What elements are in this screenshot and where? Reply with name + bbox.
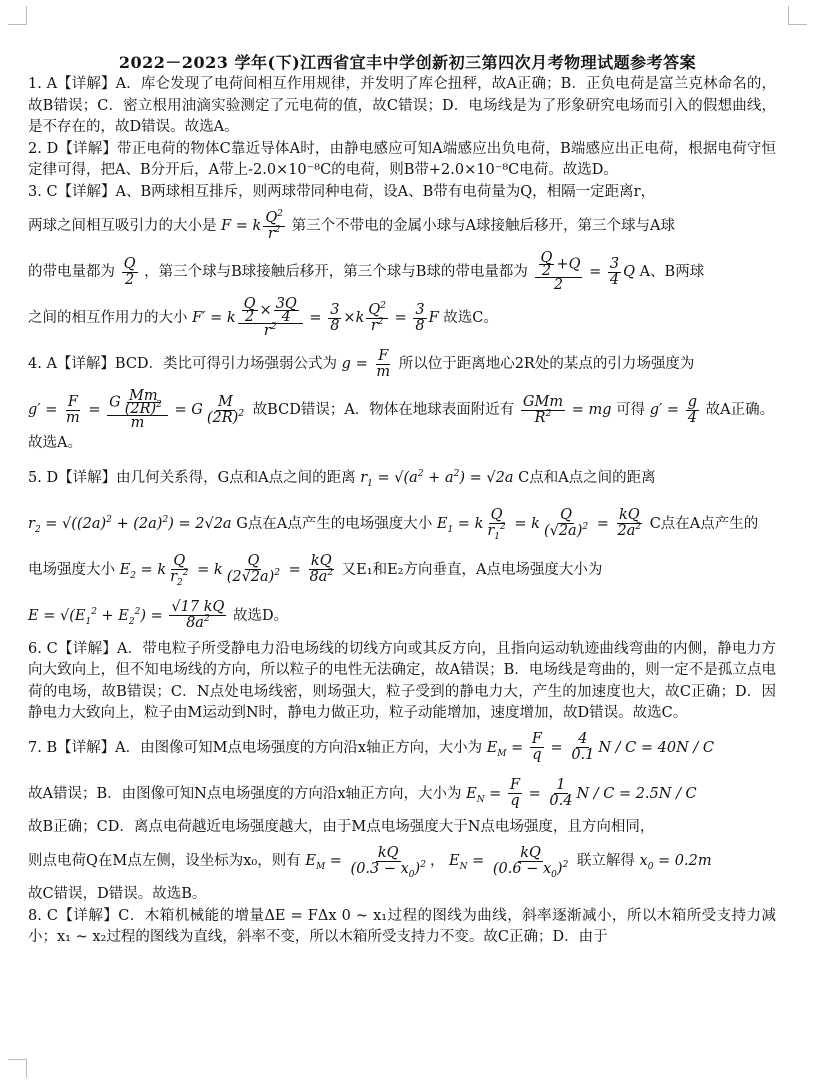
formula-three-quarter-q: $\frac{Q}{2}$ +Q 2 = $\frac{3}{4}$ Q xyxy=(533,264,635,280)
text: C点在A点产生的 xyxy=(649,515,759,532)
answer-7-line xyxy=(28,771,776,817)
text: 4. A【详解】BCD．类比可得引力场强弱公式为 xyxy=(28,356,338,372)
formula-r2: $r_2 = √((2a)^2 + (2a)^2) = 2√2a$ xyxy=(28,514,232,535)
answer-5-line xyxy=(28,593,776,639)
answer-5-line xyxy=(28,455,776,501)
answer-5-line xyxy=(28,501,776,547)
formula-r1: $r_1 = √(a^2 + a^2) = √2a$ xyxy=(360,468,514,489)
answer-4-line: 故选A。 xyxy=(28,435,82,451)
answer-3-line: 3. C【详解】A、B两球相互排斥，则两球带同种电荷，设A、B带有电荷量为Q，相隔一定距离r， xyxy=(28,183,656,200)
formula-e2: $E_2 = k$ $\frac{Q}{r_2^2}$ = k $\frac{Q}{(2√2a)^2}$ = $\frac{kQ}{8a^2}$ xyxy=(119,553,334,588)
formula-e1: $E_1 = k$ $\frac{Q}{r_1^2}$ = k $\frac{Q}{(√2a)^2}$ = $\frac{kQ}{2a^2}$ xyxy=(436,507,642,542)
text: 故选D。 xyxy=(232,607,289,624)
text: 所以位于距离地心2R处的某点的引力场强度为 xyxy=(398,356,695,372)
text: 第三个不带电的金属小球与A球接触后移开，第三个球与A球 xyxy=(291,218,676,234)
answer-2: 2. D【详解】带正电荷的物体C靠近导体A时，由静电感应可知A端感应出负电荷，B端感应出正电荷，根据电荷守恒定律可得，把A、B分开后，A带上-2.0×10⁻⁸C的电荷，则B带+2.0×10⁻⁸C电荷。故选D。 xyxy=(28,140,776,178)
crop-mark xyxy=(8,6,27,25)
formula-em: $E_M$ = $\frac{F}{q}$ = $\frac{4}{0.1}$ N / C = 40N / C xyxy=(486,731,714,763)
answer-7-line: 故B正确；CD．离点电荷越近电场强度越大，由于M点电场强度大于N点电场强度，且方向相同， xyxy=(28,818,655,835)
answer-7-line xyxy=(28,725,776,771)
crop-mark xyxy=(8,1059,27,1078)
text: 故BCD错误；A．物体在地球表面附近有 xyxy=(252,402,515,418)
answer-5-line xyxy=(28,547,776,593)
answer-7-line: 则点电荷Q在M点左侧，设坐标为x₀，则有 $E_M$ = $\frac{kQ}{(0.3 - x_0)^2}$ ， $E_N$ = $\frac{kQ}{(0.6 - x_0)^2}$ 联立解得 $x_0 = 0.2m$ xyxy=(28,844,712,880)
text: 7. B【详解】A．由图像可知M点电场强度的方向沿x轴正方向，大小为 xyxy=(28,739,483,756)
formula-en-x0: $E_N$ = $\frac{kQ}{(0.6 - x_0)^2}$ xyxy=(449,844,569,880)
answer-5 xyxy=(28,455,776,639)
text: 联立解得 xyxy=(576,853,635,869)
text: 电场强度大小 xyxy=(28,561,115,578)
text: A、B两球 xyxy=(639,264,705,280)
formula-g-prime: g′ = $\frac{F}{m}$ = G $\frac{Mm}{(2R)^2}$ m = G $\frac{M}{(2R)^2}$ xyxy=(28,387,245,431)
formula-gmm: $\frac{\text{GMm}}{R^2}$ = mg xyxy=(522,393,612,426)
text: 则点电荷Q在M点左侧，设坐标为x₀，则有 xyxy=(28,853,301,869)
crop-mark xyxy=(788,6,807,25)
formula-em-x0: $E_M$ = $\frac{kQ}{(0.3 - x_0)^2}$ xyxy=(305,844,426,880)
text: ，第三个球与B球接触后移开，第三个球与B球的带电量都为 xyxy=(144,264,528,280)
answer-1: 1. A【详解】A．库仑发现了电荷间相互作用规律，并发明了库仑扭秤，故A正确；B．正负电荷是富兰克林命名的，故B错误；C．密立根用油滴实验测定了元电荷的值，故C错误；D．电场线是为了形象研究电场而引入的假想曲线，是不存在的，故D错误。故选A。 xyxy=(28,76,776,135)
answer-3 xyxy=(28,182,776,342)
text: 故A正确。 xyxy=(705,402,775,418)
text: 故A错误；B．由图像可知N点电场强度的方向沿x轴正方向，大小为 xyxy=(28,785,462,802)
formula-f: F = k $\frac{Q^2}{r^2}$ xyxy=(221,208,283,242)
formula-x0: $x_0 = 0.2m$ xyxy=(639,853,712,872)
text: 的带电量都为 xyxy=(28,264,115,280)
answer-7-line: 故C错误，D错误。故选B。 xyxy=(28,886,207,902)
answer-4 xyxy=(28,341,776,455)
text: C点和A点之间的距离 xyxy=(518,469,656,486)
answer-body xyxy=(28,74,776,949)
text: G点在A点产生的电场强度大小 xyxy=(236,515,433,532)
answer-4-line xyxy=(28,387,776,433)
formula-e-total: $E = √(E_1^2 + E_2^2)$ = $\frac{√17 kQ}{8a^2}$ xyxy=(28,599,225,631)
text: 可得 xyxy=(616,402,646,418)
formula-en: $E_N$ = $\frac{F}{q}$ = $\frac{1}{0.4}$ N / C = 2.5N / C xyxy=(466,777,697,809)
text: 之间的相互作用力的大小 xyxy=(28,310,188,326)
answer-8: 8. C【详解】C．木箱机械能的增量ΔE = FΔx 0 ~ x₁过程的图线为曲线，斜率逐渐减小，所以木箱所受支持力减小；x₁ ~ x₂过程的图线为直线，斜率不变，所以木箱所受支持力不变。故C正确；D．由于 xyxy=(28,907,776,945)
answer-3-line xyxy=(28,203,776,249)
formula-f-prime: F′ = k $\frac{Q}{2}$ × $\frac{3Q}{4}$ $r^2$ = $\frac{3}{8}$ ×k $\frac{Q^2}{r^2}$ = $\frac{3}{8}$ F xyxy=(192,295,439,339)
answer-3-line xyxy=(28,295,776,341)
formula-g: g = $\frac{F}{m}$ xyxy=(341,347,391,380)
answer-6: 6. C【详解】A．带电粒子所受静电力沿电场线的切线方向或其反方向，且指向运动轨迹曲线弯曲的内侧，静电力方向大致向上，但不知电场线的方向，所以粒子的电性无法确定，故A错误；B．电场线是弯曲的，则一定不是孤立点电荷的电场，故B错误；C．N点处电场线密，则场强大，粒子受到的静电力大，产生的加速度也大，故C正确；D．因静电力大致向上，粒子由M运动到N时，静电力做正功，粒子动能增加，速度增加，故D错误。故选C。 xyxy=(28,640,776,721)
text: 5. D【详解】由几何关系得，G点和A点之间的距离 xyxy=(28,469,356,486)
answer-4-line xyxy=(28,341,776,387)
text: 又E₁和E₂方向垂直，A点电场强度大小为 xyxy=(341,561,603,578)
formula-g-quarter: g′ = $\frac{g}{4}$ xyxy=(649,393,697,426)
text: 两球之间相互吸引力的大小是 xyxy=(28,218,217,234)
formula-q-half: $\frac{Q}{2}$ xyxy=(123,255,136,288)
text: 故选C。 xyxy=(443,310,498,326)
answer-3-line xyxy=(28,249,776,295)
answer-7 xyxy=(28,725,776,906)
document-title: 2022－2023 学年(下)江西省宜丰中学创新初三第四次月考物理试题参考答案 xyxy=(118,53,697,72)
